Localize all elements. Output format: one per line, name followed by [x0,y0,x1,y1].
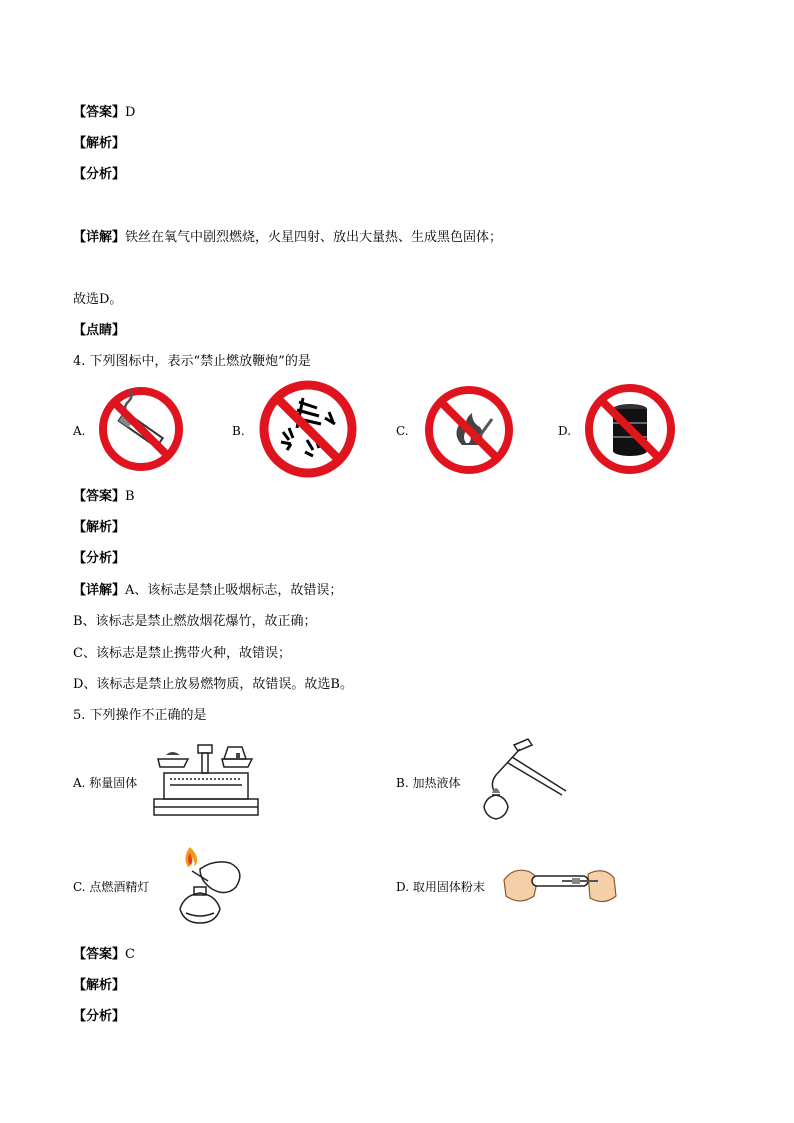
q4-analysis-tag: 【解析】 [73,520,126,535]
answer-tag: 【答案】 [73,489,126,504]
no-fireworks-sign-icon [259,380,357,478]
q5-option-d-label: D. 取用固体粉末 [396,880,485,894]
q5-analysis-tag: 【解析】 [73,978,126,993]
detail-tag: 【详解】 [73,583,126,598]
q5-option-c-label: C. 点燃酒精灯 [73,880,150,894]
q3-dianjing-tag: 【点睛】 [73,323,126,338]
q4-answer-line [73,488,135,506]
q5-stem: 5. 下列操作不正确的是 [73,708,207,723]
no-open-flame-sign-icon [424,385,514,475]
q3-choose-line: 故选D。 [73,292,123,307]
answer-tag: 【答案】 [73,105,126,120]
detail-tag: 【详解】 [73,230,126,245]
adding-powder-test-tube-icon [502,860,618,906]
q5-fenxi-tag: 【分析】 [73,1009,126,1024]
answer-tag: 【答案】 [73,947,126,962]
lighting-alcohol-lamp-icon [170,843,250,931]
q4-stem: 4. 下列图标中，表示“禁止燃放鞭炮”的是 [73,354,311,369]
q4-option-a-label: A. [73,424,86,438]
answer-value: D [125,105,136,120]
q3-fenxi-tag: 【分析】 [73,167,126,182]
detail-text: A、该标志是禁止吸烟标志，故错误； [125,583,343,598]
answer-value: C [125,947,135,962]
q3-analysis-tag: 【解析】 [73,136,126,151]
q5-answer-line [73,946,135,964]
q3-answer-line [73,104,135,122]
no-flammable-barrel-sign-icon [584,383,676,475]
no-smoking-sign-icon [98,386,184,472]
heating-test-tube-icon [470,735,570,827]
q4-option-d-label: D. [558,424,572,438]
detail-text: 铁丝在氧气中剧烈燃烧，火星四射、放出大量热、生成黑色固体； [125,230,503,245]
q5-option-b-label: B. 加热液体 [396,776,461,790]
balance-scale-icon [150,741,260,821]
q4-detail-line-b: B、该标志是禁止燃放烟花爆竹，故正确； [73,614,317,629]
q4-detail-line-d: D、该标志是禁止放易燃物质，故错误。故选B。 [73,677,353,692]
answer-value: B [125,489,135,504]
q4-option-c-label: C. [396,424,409,438]
q4-option-b-label: B. [232,424,245,438]
q5-option-a-label: A. 称量固体 [73,776,138,790]
q4-detail-line-a [73,582,342,600]
q4-fenxi-tag: 【分析】 [73,551,126,566]
q3-detail-line [73,229,502,247]
q4-detail-line-c: C、该标志是禁止携带火种，故错误； [73,646,291,661]
